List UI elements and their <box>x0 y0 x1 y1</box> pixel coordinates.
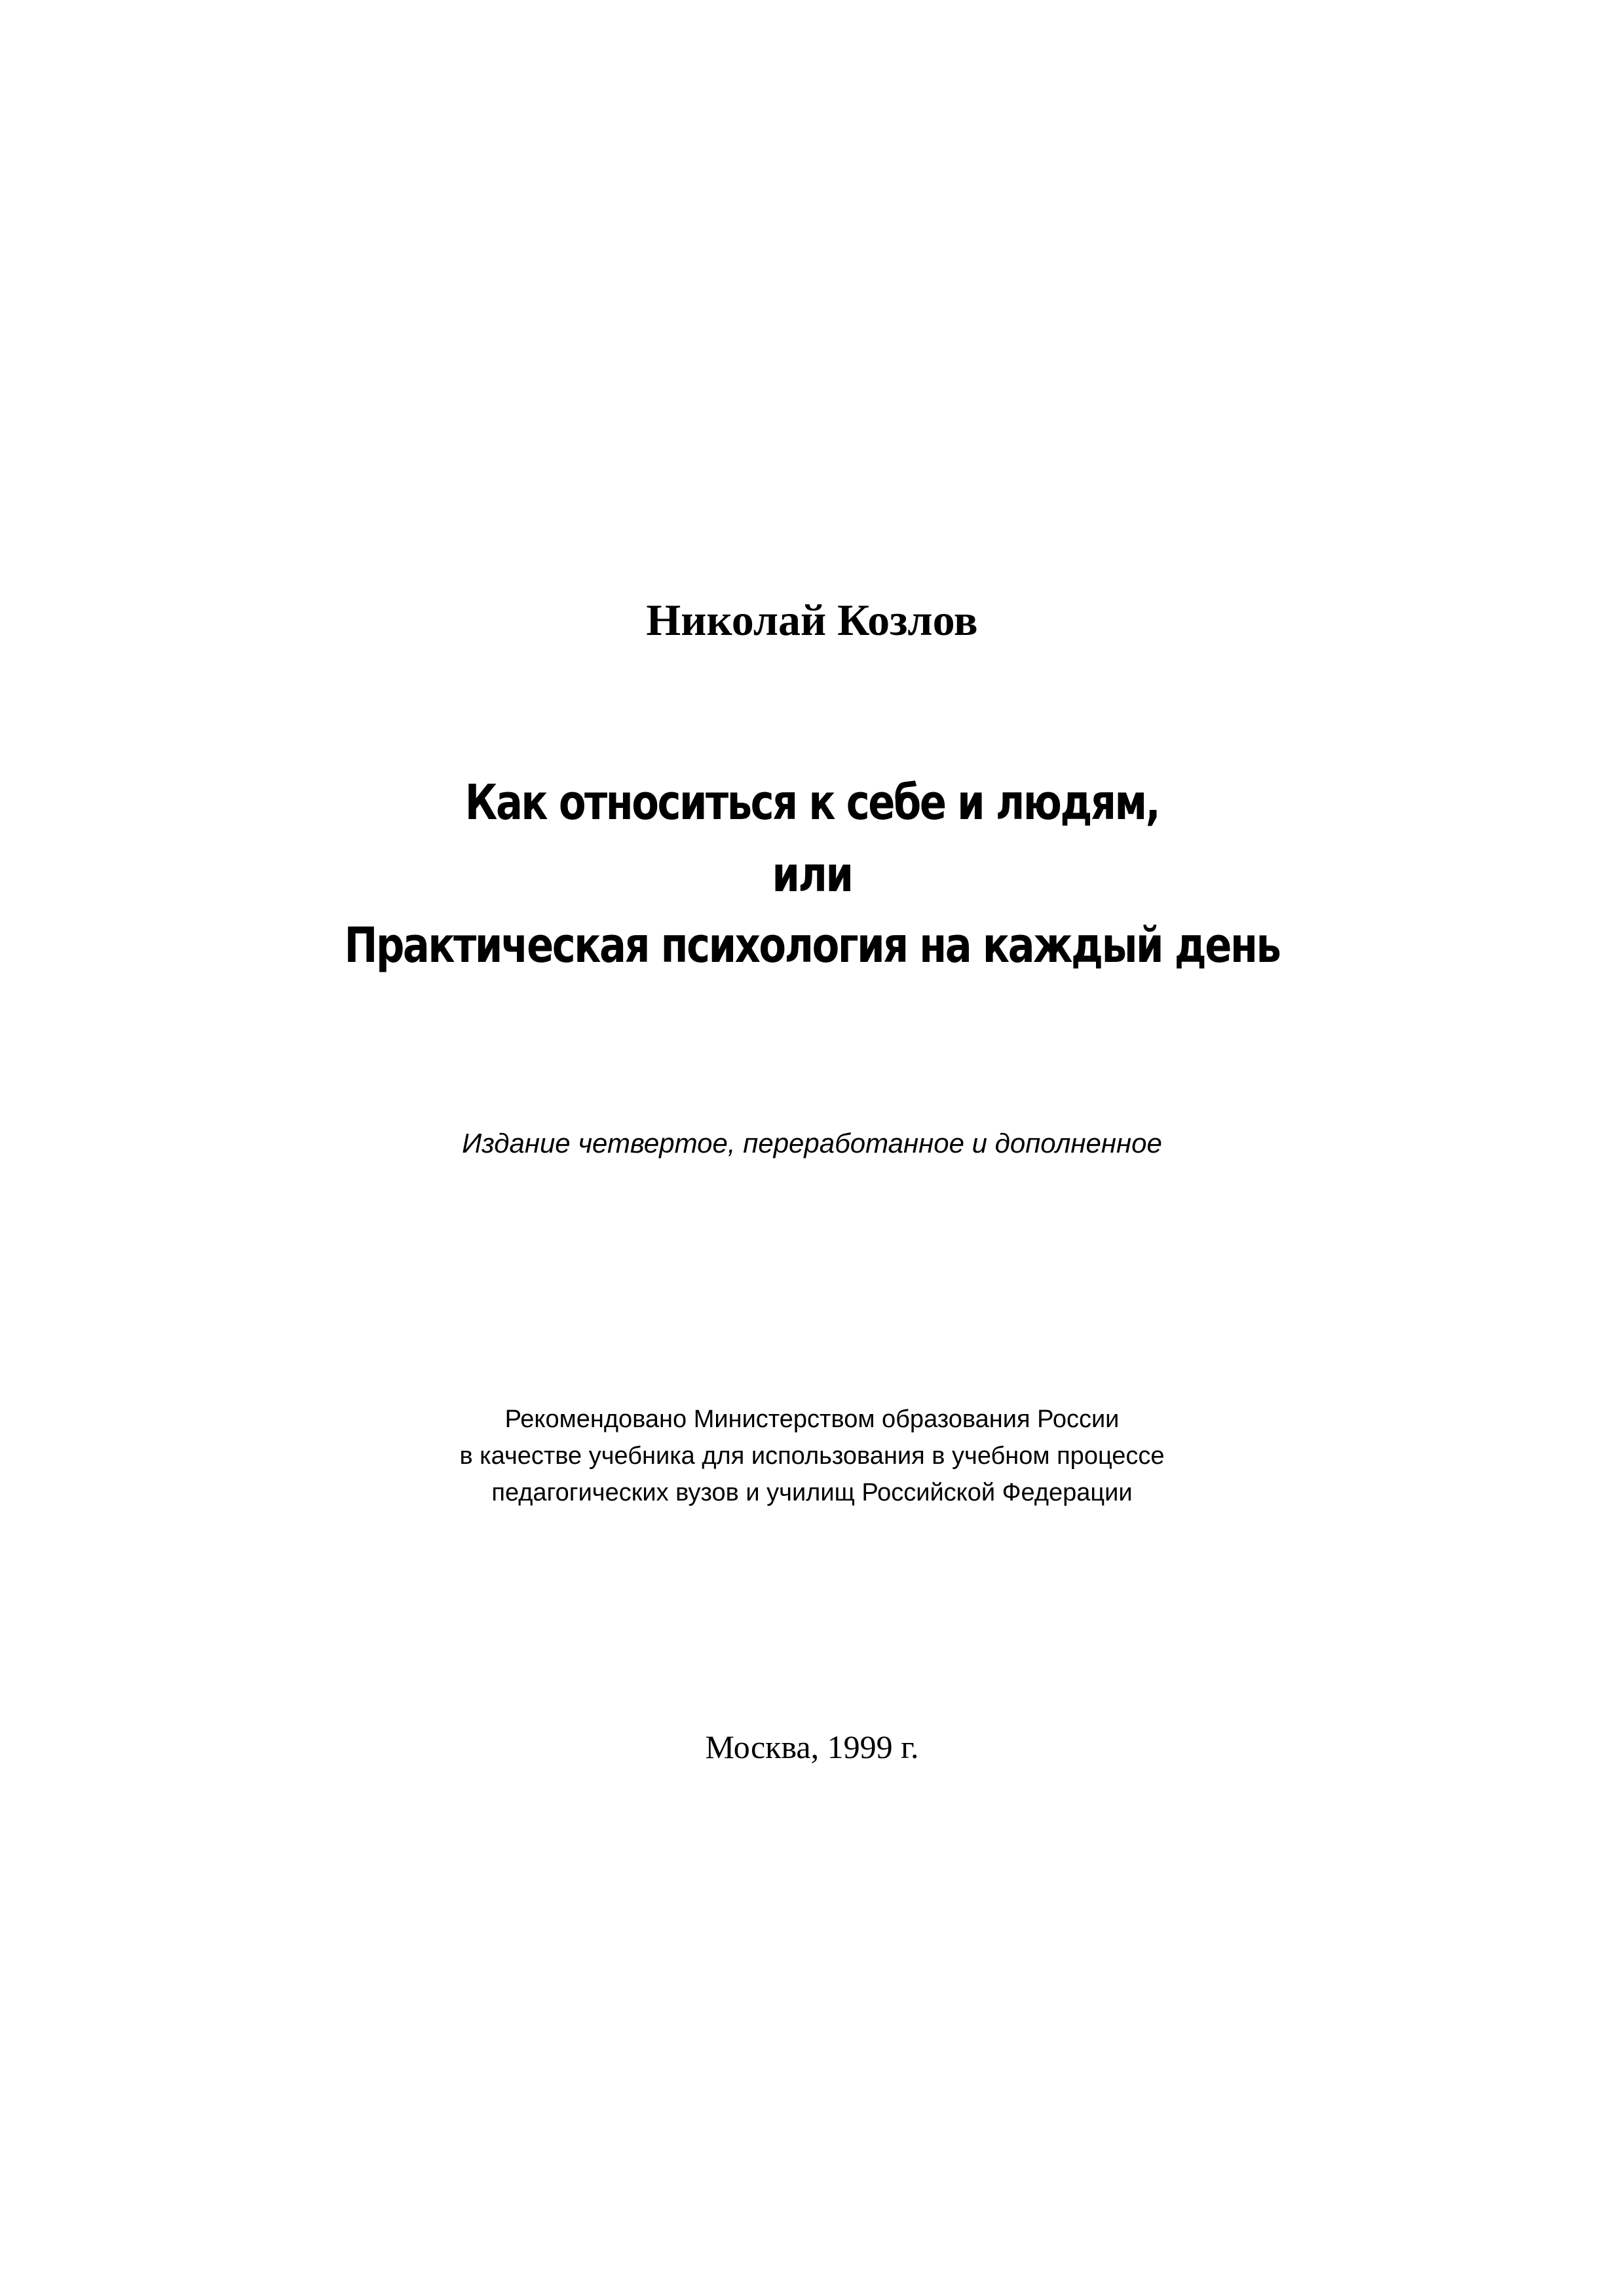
recommendation-line-3: педагогических вузов и училищ Российской Федерации <box>491 1479 1133 1506</box>
publication-place-year: Москва, 1999 г. <box>705 1729 919 1765</box>
author-name: Николай Козлов <box>646 595 978 645</box>
book-title-line-2: или <box>772 847 852 903</box>
recommendation-line-2: в качестве учебника для использования в учебном процессе <box>459 1442 1165 1470</box>
book-title-line-3: Практическая психология на каждый день <box>344 917 1280 974</box>
recommendation-line-1: Рекомендовано Министерством образования России <box>504 1406 1120 1433</box>
edition-note: Издание четвертое, переработанное и дополненное <box>462 1128 1162 1158</box>
book-title-line-1: Как относиться к себе и людям, <box>464 775 1160 831</box>
